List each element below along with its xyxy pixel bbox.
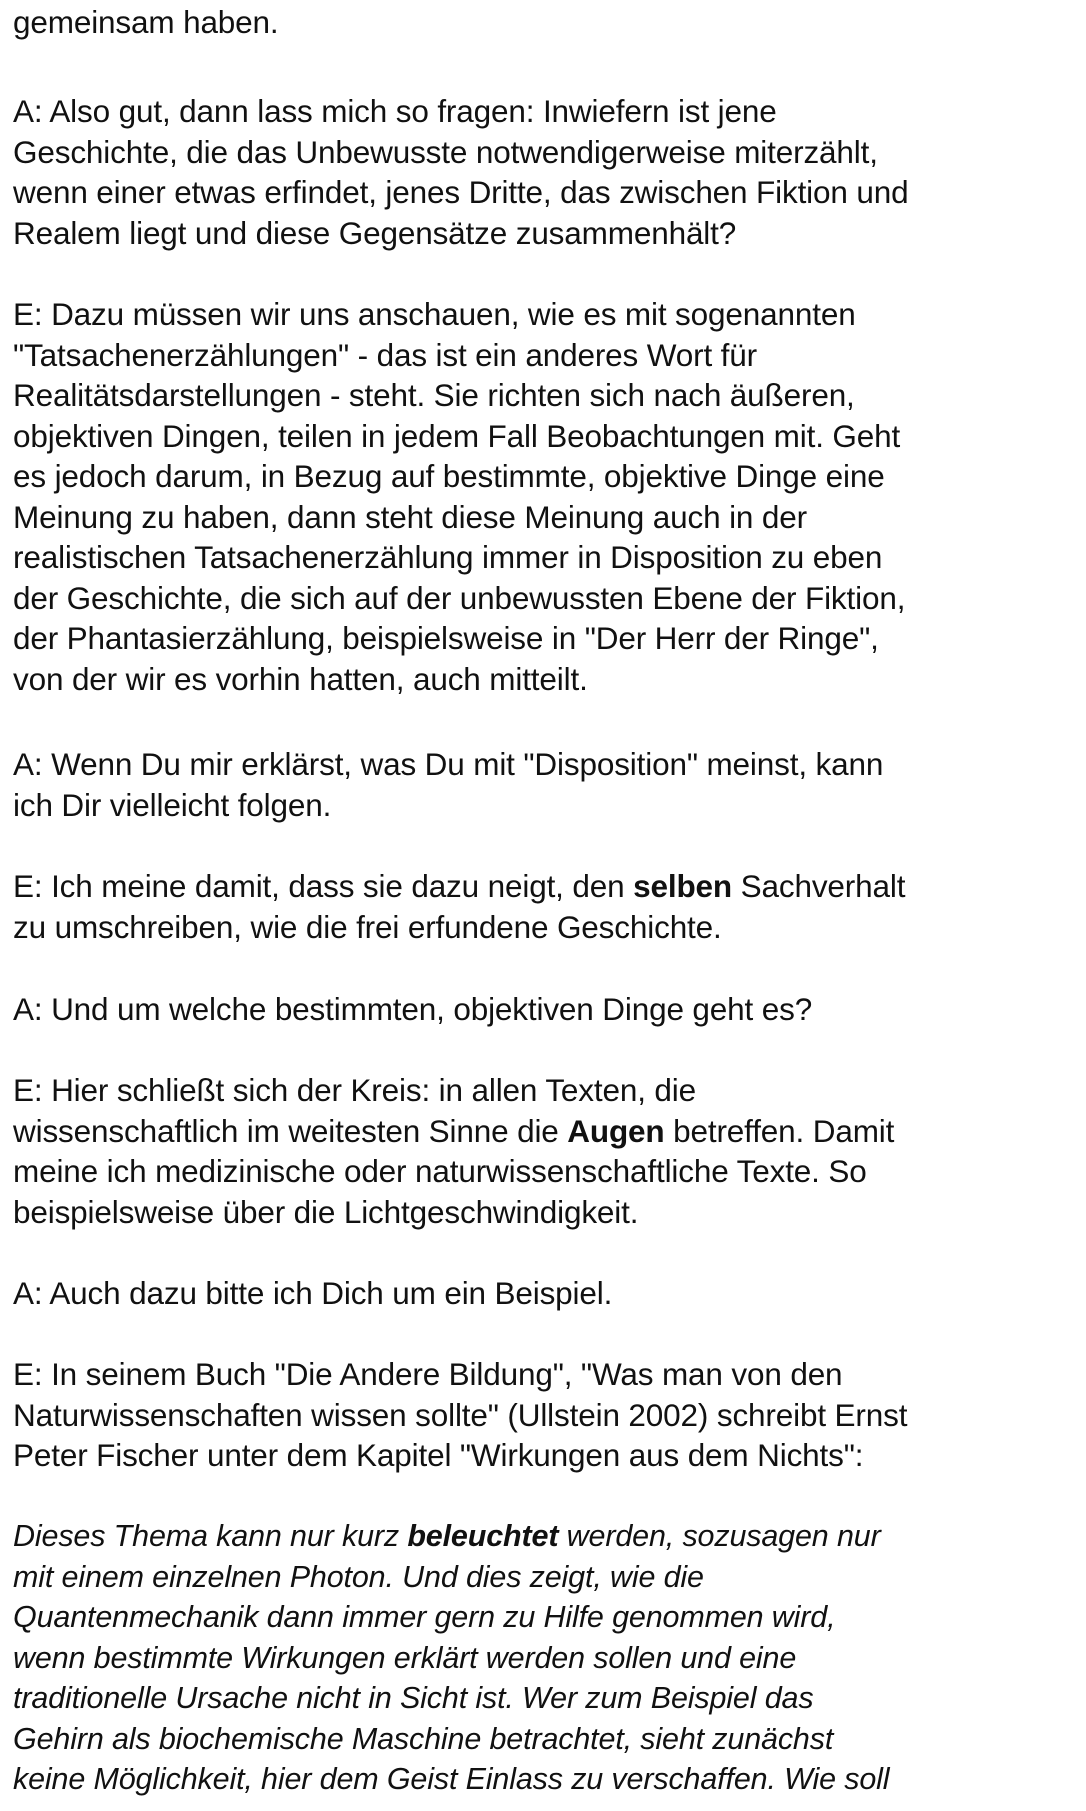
paragraph-question-a4 xyxy=(13,1273,1077,1314)
text-line: ich Dir vielleicht folgen. xyxy=(13,786,332,823)
text-line: keine Möglichkeit, hier dem Geist Einlass zu verschaffen. Wie soll xyxy=(13,1762,890,1796)
text-line: objektiven Dingen, teilen in jedem Fall Beobachtungen mit. Geht xyxy=(13,417,901,454)
text-line: der Geschichte, die sich auf der unbewussten Ebene der Fiktion, xyxy=(13,579,906,616)
text-segment: werden, sozusagen nur xyxy=(558,1519,881,1553)
paragraph-closing-line xyxy=(13,2,1077,43)
text-line: A: Auch dazu bitte ich Dich um ein Beispiel. xyxy=(13,1275,613,1311)
text-line xyxy=(13,866,1077,907)
text-segment: betreffen. Damit xyxy=(664,1112,895,1149)
text-line: traditionelle Ursache nicht in Sicht ist. Wer zum Beispiel das xyxy=(13,1681,814,1715)
text-line: meine ich medizinische oder naturwissenschaftliche Texte. So xyxy=(13,1153,867,1189)
text-line: Meinung zu haben, dann steht diese Meinung auch in der xyxy=(13,498,807,535)
text-line: wenn bestimmte Wirkungen erklärt werden sollen und eine xyxy=(13,1640,797,1675)
text-line: gemeinsam haben. xyxy=(13,4,279,40)
text-line xyxy=(13,1111,1077,1152)
text-line: zu umschreiben, wie die frei erfundene Geschichte. xyxy=(13,908,722,945)
paragraph-question-a2 xyxy=(13,744,1077,825)
text-line: A: Und um welche bestimmten, objektiven Dinge geht es? xyxy=(13,991,813,1027)
text-line: "Tatsachenerzählungen" - das ist ein anderes Wort für xyxy=(13,336,757,373)
text-line: Peter Fischer unter dem Kapitel "Wirkungen aus dem Nichts": xyxy=(13,1437,864,1473)
text-line: A: Also gut, dann lass mich so fragen: Inwiefern ist jene xyxy=(13,93,777,129)
paragraph-answer-e2 xyxy=(13,866,1077,947)
text-line: es jedoch darum, in Bezug auf bestimmte, objektive Dinge eine xyxy=(13,458,885,494)
text-line: E: Dazu müssen wir uns anschauen, wie es mit sogenannten xyxy=(13,296,856,332)
text-line: A: Wenn Du mir erklärst, was Du mit "Disposition" meinst, kann xyxy=(13,746,884,782)
text-line xyxy=(13,1516,1077,1557)
paragraph-answer-e3 xyxy=(13,1070,1077,1232)
text-line: Naturwissenschaften wissen sollte" (Ullstein 2002) schreibt Ernst xyxy=(13,1396,908,1433)
bold-word: beleuchtet xyxy=(407,1519,559,1553)
text-line: Quantenmechanik dann immer gern zu Hilfe genommen wird, xyxy=(13,1600,836,1634)
text-line: mit einem einzelnen Photon. Und dies zeigt, wie die xyxy=(13,1559,704,1594)
text-segment: E: Ich meine damit, dass sie dazu neigt, den xyxy=(13,868,634,904)
text-line: beispielsweise über die Lichtgeschwindigkeit. xyxy=(13,1193,639,1230)
text-line: E: In seinem Buch "Die Andere Bildung", "Was man von den xyxy=(13,1356,843,1392)
text-line: der Phantasierzählung, beispielsweise in "Der Herr der Ringe", xyxy=(13,620,879,656)
italic-quotation xyxy=(13,1516,1077,1800)
paragraph-question-a1 xyxy=(13,91,1077,253)
text-segment: Sachverhalt xyxy=(732,868,906,904)
text-line: Realitätsdarstellungen - steht. Sie richten sich nach äußeren, xyxy=(13,377,855,413)
text-line: Geschichte, die das Unbewusste notwendigerweise miterzählt, xyxy=(13,133,878,170)
text-line: von der wir es vorhin hatten, auch mitteilt. xyxy=(13,660,588,697)
bold-word: selben xyxy=(633,868,733,904)
text-line: realistischen Tatsachenerzählung immer in Disposition zu eben xyxy=(13,539,883,575)
bold-word: Augen xyxy=(567,1112,665,1149)
text-line: E: Hier schließt sich der Kreis: in allen Texten, die xyxy=(13,1072,697,1108)
paragraph-question-a3 xyxy=(13,989,1077,1030)
text-segment: Dieses Thema kann nur kurz xyxy=(13,1519,408,1553)
text-segment: wissenschaftlich im weitesten Sinne die xyxy=(13,1112,568,1149)
text-line: Realem liegt und diese Gegensätze zusammenhält? xyxy=(13,214,737,251)
paragraph-answer-e1 xyxy=(13,294,1077,699)
paragraph-answer-e4 xyxy=(13,1354,1077,1476)
text-line: wenn einer etwas erfindet, jenes Dritte, das zwischen Fiktion und xyxy=(13,174,909,210)
text-line: Gehirn als biochemische Maschine betrachtet, sieht zunächst xyxy=(13,1721,834,1756)
